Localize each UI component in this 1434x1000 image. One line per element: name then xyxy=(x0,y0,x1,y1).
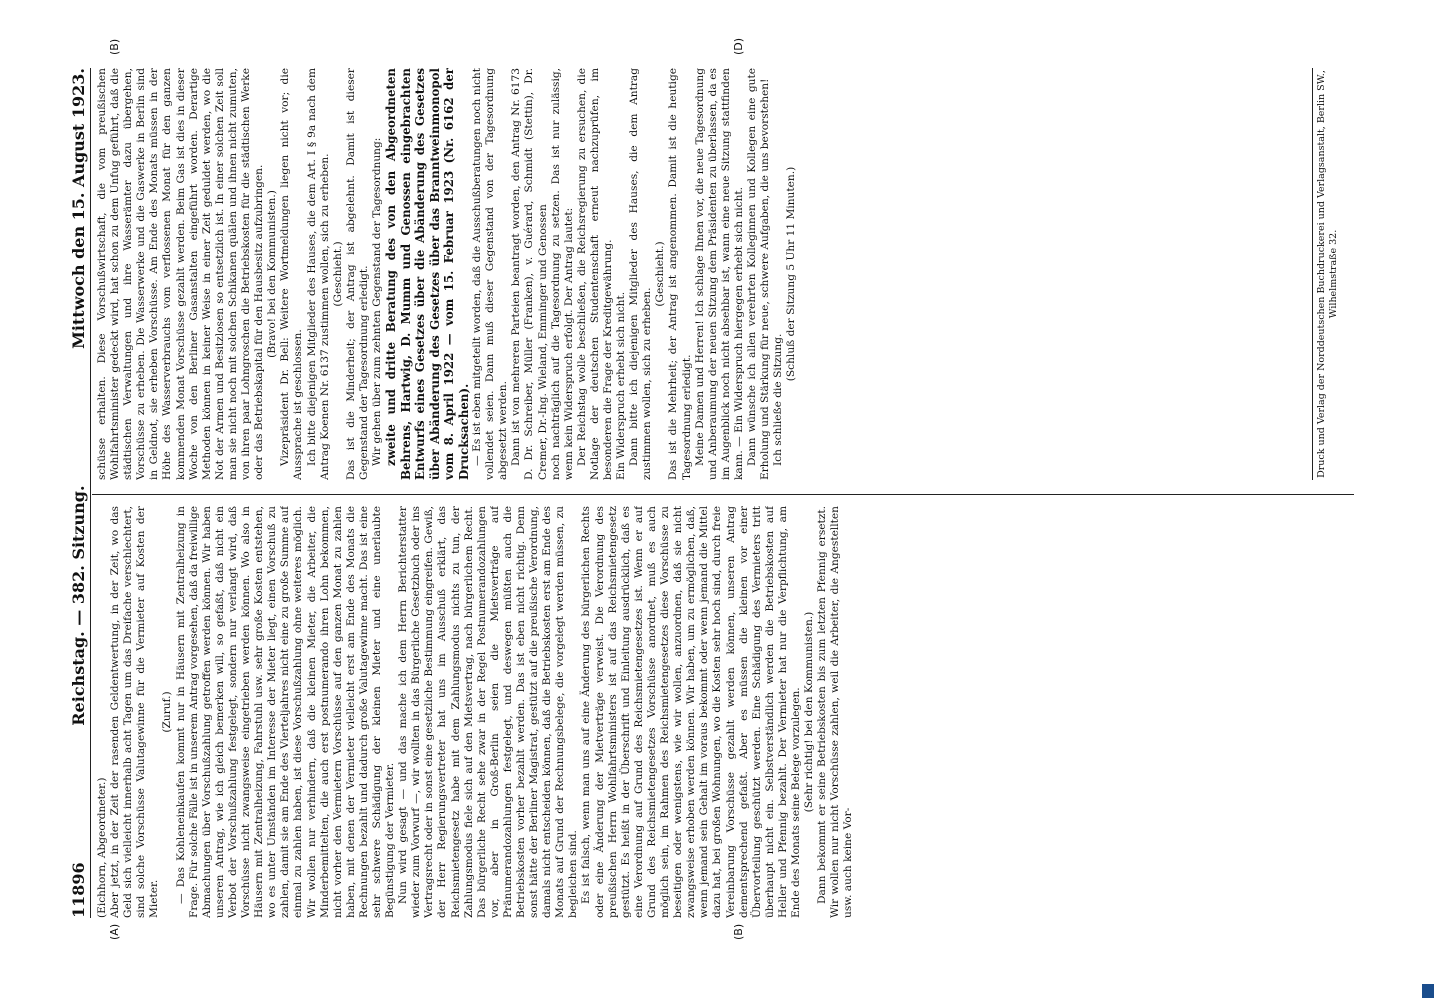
left-paragraph: (Sehr richtig! bei den Kommunisten.) xyxy=(803,611,816,813)
right-paragraph: (Geschieht.) xyxy=(654,241,667,307)
left-paragraph: Es ist falsch, wenn man uns auf eine Änderung des bürgerlichen Rechts oder eine Änderung der Mietverträge verweist. Die Verordnung des preußischen Herrn Wohlfahrtsministers ist auf das Reichsmietengesetz gestützt. Es heißt in der Überschrift und Einleitung ausdrücklich, daß es eine Verordnung auf Grund des Reichsmietengesetzes ist. Wenn er auf Grund des Reichsmietengesetzes Vorschüsse anordnet, muß es auch möglich sein, im Rahmen des Reichsmietengesetzes diese Vorschüsse zu beseitigen oder wenigstens, wie wir wollen, anzuordnen, daß sie nicht zwangsweise erhoben werden können. Wir haben, um zu ermöglichen, daß, wenn jemand sein Gehalt im voraus bekommt oder wenn jemand die Mittel dazu hat, bei großen Wohnungen, wo die Kosten sehr hoch sind, durch freie Vereinbarung Vorschüsse gezahlt werden können, unseren Antrag dementsprechend gefaßt. Aber es müssen die kleinen vor einer Übervorteilung geschützt werden. Eine Schädigung des Vermieters tritt überhaupt nicht ein. Selbstverständlich werden die Betriebskosten auf Heller und Pfennig bezahlt. Der Vermieter hat nur die Verpflichtung, am Ende des Monats seine Belege vorzulegen. xyxy=(580,506,802,918)
session-title: Reichstag. — 382. Sitzung. xyxy=(69,485,88,726)
right-paragraph: Dann ist von mehreren Parteien beantragt worden, den Antrag Nr. 6173 D. Dr. Schreiber, Müller (Franken), v. Guérard, Schmidt (Stettin), Dr. Cremer, Dr.-Ing. Wieland, Emminger und Genossen xyxy=(510,68,549,480)
right-paragraph: Vizepräsident Dr. Bell: Weitere Wortmeldungen liegen nicht vor; die Aussprache ist geschlossen. xyxy=(279,68,305,480)
margin-mark-b-right: (B) xyxy=(108,38,121,55)
left-paragraph: Dann bekommt er seine Betriebskosten bis zum letzten Pfennig ersetzt. Wir wollen nur nicht Vorschüsse zahlen, weil die Arbeiter, die Angestellten usw. auch keine Vor- xyxy=(816,506,855,918)
right-paragraph: noch nachträglich auf die Tagesordnung zu setzen. Das ist nur zulässig, wenn kein Widerspruch erfolgt. Der Antrag lautet: xyxy=(549,68,575,480)
left-paragraph: (Eichhorn, Abgeordneter.) xyxy=(96,777,108,918)
right-paragraph: Ich schließe die Sitzung. xyxy=(772,333,785,466)
right-paragraph: Wir gehen über zum zehnten Gegenstand der Tagesordnung: xyxy=(370,137,383,466)
right-paragraph: Meine Damen und Herren! Ich schlage Ihnen vor, die neue Tagesordnung und Anberaumung der neuen Sitzung dem Präsidenten zu überlassen, da es im Augenblick noch nicht absehbar ist, wann eine neue Sitzung stattfinden kann. — Ein Widerspruch hiergegen erhebt sich nicht. xyxy=(693,68,745,480)
right-text-column xyxy=(96,68,1351,480)
margin-mark-a: (A) xyxy=(108,923,121,940)
right-paragraph: Ein Widerspruch erhebt sich nicht. xyxy=(615,291,628,480)
page-header xyxy=(60,68,88,918)
right-paragraph: — Es ist eben mitgeteilt worden, daß die Ausschußberatungen noch nicht vollendet seien. Dann muß dieser Gegenstand von der Tagesordnung abgesetzt werden. xyxy=(471,68,510,480)
left-paragraph: Aber jetzt, in der Zeit der rasenden Geldentwertung, in der Zeit, wo das Geld sich vielleicht innerhalb acht Tagen um das Dreifache verschlechtert, sind solche Vorschüsse Valutagewinne für die Vermieter auf Kosten der Mieter. xyxy=(109,506,161,918)
right-paragraph: Der Reichstag wolle beschließen, die Reichsregierung zu ersuchen, die Notlage der deutschen Studentenschaft erneut nachzuprüfen, im besonderen die Frage der Kreditgewährung. xyxy=(575,68,614,480)
margin-mark-b-left: (B) xyxy=(732,923,745,940)
dfg-logo xyxy=(1422,984,1434,998)
right-paragraph: (Geschieht.) xyxy=(331,241,344,307)
column-divider xyxy=(92,494,1354,495)
page-number: 11896 xyxy=(69,862,88,918)
right-paragraph: Das ist die Minderheit; der Antrag ist abgelehnt. Damit ist dieser Gegenstand der Tagesordnung erledigt. xyxy=(344,68,370,480)
printer-imprint: Druck und Verlag der Norddeutschen Buchdruckerei und Verlagsanstalt, Berlin SW., Wilhelmstraße 32. xyxy=(1312,68,1340,480)
right-paragraph: schüsse erhalten. Diese Vorschußwirtschaft, die vom preußischen Wohlfahrtsminister gedeckt wird, hat schon zu dem Unfug geführt, daß die städtischen Verwaltungen und ihre Wasserämter dazu übergehen, Vorschüsse zu erheben. Die Wasserwerke und die Gaswerke in Berlin sind in Geldnot, sie erheben Vorschüsse. Am Ende des Monats müssen in der Höhe des Wasserverbrauchs vom verflossenen Monat für den ganzen kommenden Monat Vorschüsse gezahlt werden. Beim Gas ist dies in dieser Woche von den Berliner Gasanstalten eingeführt worden. Derartige Methoden können in keiner Weise in einer Zeit geduldet werden, wo die Not der Armen und Besitzlosen so entsetzlich ist. In einer solchen Zeit soll man sie nicht noch mit solchen Schikanen quälen und ihnen nicht zumuten, von ihren paar Lohngroschen die Betriebskosten für die städtischen Werke oder das Betriebskapital für den Hausbesitz aufzubringen. xyxy=(96,68,266,480)
right-paragraph: Dann wünsche ich allen verehrten Kolleginnen und Kollegen eine gute Erholung und Stärkung für neue, schwere Aufgaben, die uns bevorstehen! xyxy=(746,68,772,480)
right-paragraph: (Bravo! bei den Kommunisten.) xyxy=(266,190,279,358)
digitization-credit xyxy=(1420,0,1434,1000)
left-paragraph: (Zuruf.) xyxy=(161,691,174,733)
session-date: Mittwoch den 15. August 1923. xyxy=(69,68,88,349)
right-paragraph: Dann bitte ich diejenigen Mitglieder des Hauses, die dem Antrag zustimmen wollen, sich zu erheben. xyxy=(628,68,654,480)
right-paragraph: Ich bitte diejenigen Mitglieder des Hauses, die dem Art. I § 9a nach dem Antrag Koenen Nr. 6137 zustimmen wollen, sich zu erheben. xyxy=(305,68,331,480)
left-paragraph: Nun wird gesagt — und das mache ich dem Herrn Berichterstatter wieder zum Vorwurf —, wir wollten in das Bürgerliche Gesetzbuch oder ins Vertragsrecht oder in sonst eine gesetzliche Bestimmung eingreifen. Gewiß, der Herr Regierungsvertreter hat uns im Ausschuß erklärt, das Reichsmietengesetz habe mit dem Zahlungsmodus nichts zu tun, der Zahlungsmodus fiele sich auf den Mietsvertrag, nach bürgerlichem Recht. Das bürgerliche Recht sehe zwar in der Regel Postnumerandozahlungen vor, aber in Groß-Berlin seien die Mietsverträge auf Pränumerandozahlungen festgelegt, und deswegen müßten auch die Betriebskosten vorher bezahlt werden. Das ist eben nicht richtig. Denn sonst hätte der Berliner Magistrat, gestützt auf die preußische Verordnung, damals nicht entscheiden können, daß die Betriebskosten erst am Ende des Monats auf Grund der Rechnungsbelege, die vorgelegt werden müssen, zu begleichen sind. xyxy=(397,506,580,918)
right-paragraph: (Schluß der Sitzung 5 Uhr 11 Minuten.) xyxy=(785,166,798,382)
left-paragraph: — Das Kohleneinkaufen kommt nur in Häusern mit Zentralheizung in Frage. Für solche Fälle ist in unserem Antrag vorgesehen, daß da freiwillige Abmachungen über Vorschußzahlung getroffen werden können. Wir haben unseren Antrag, wie ich gleich bemerken will, so gefaßt, daß nicht ein Verbot der Vorschußzahlung festgelegt, sondern nur verlangt wird, daß Vorschüsse nicht zwangsweise eingetrieben werden können. Wo also in Häusern mit Zentralheizung, Fahrstuhl usw. sehr große Kosten entstehen, wo es unter Umständen im Interesse der Mieter liegt, einen Vorschuß zu zahlen, damit sie am Ende des Vierteljahres nicht eine zu große Summe auf einmal zu zahlen haben, ist diese Vorschußzahlung ohne weiteres möglich. Wir wollen nur verhindern, daß die kleinen Mieter, die Arbeiter, die Minderbemittelten, die auch erst postnumerando ihren Lohn bekommen, nicht vorher den Vermietern Vorschüsse auf den ganzen Monat zu zahlen haben, mit denen der Vermieter vielleicht erst am Ende des Monats die Rechnungen bezahlt und dadurch große Valutagewinne macht. Das ist eine sehr schwere Schädigung der kleinen Mieter und eine unerlaubte Begünstigung der Vermieter. xyxy=(174,506,397,918)
right-paragraph: zweite und dritte Beratung des von den Abgeordneten Behrens, Hartwig, D. Mumm und Genossen eingebrachten Entwurfs eines Gesetzes über die Abänderung des Gesetzes über Abänderung des Gesetzes über das Branntweinmonopol vom 8. April 1922 — vom 15. Februar 1923 (Nr. 6162 der Drucksachen). xyxy=(384,68,471,480)
right-paragraph: Das ist die Mehrheit; der Antrag ist angenommen. Damit ist die heutige Tagesordnung erledigt. xyxy=(667,68,693,480)
left-text-column xyxy=(96,506,1351,918)
margin-mark-d: (D) xyxy=(732,37,745,55)
header-rule xyxy=(90,68,91,918)
